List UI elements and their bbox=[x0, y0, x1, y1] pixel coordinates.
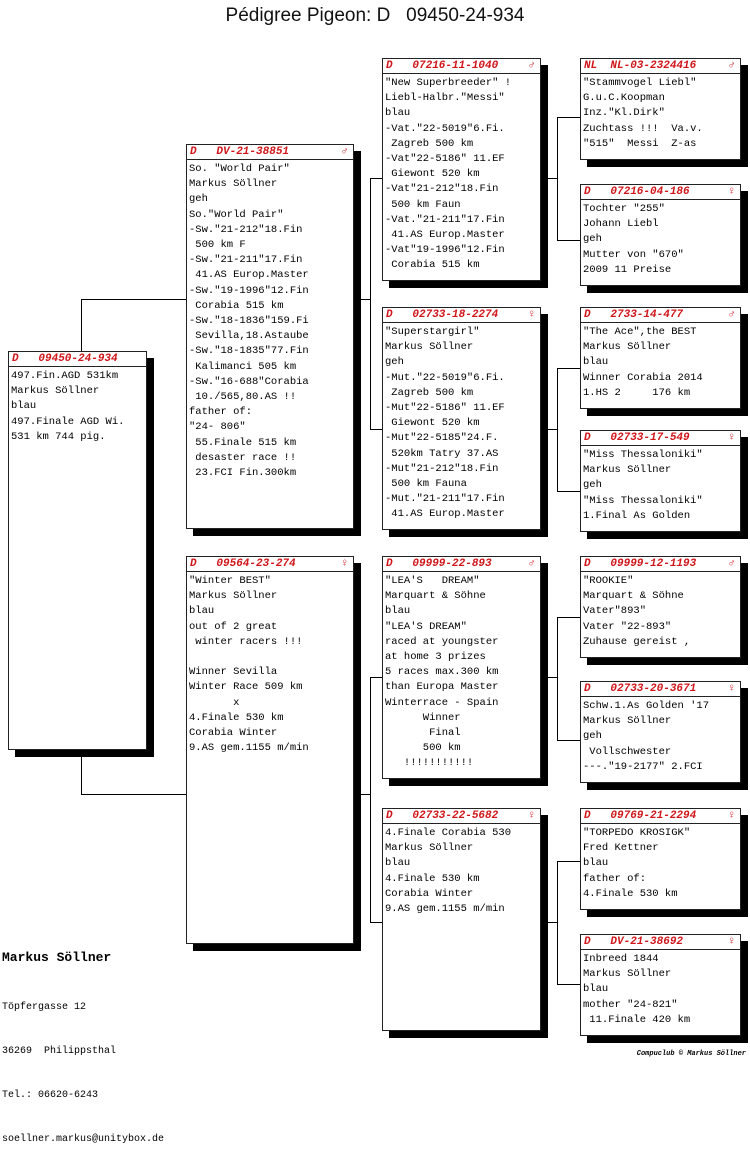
connector bbox=[557, 617, 558, 740]
pigeon-details: "Miss Thessaloniki" Markus Söllner geh "Miss Thessaloniki" 1.Final As Golden bbox=[583, 449, 703, 522]
ring-number bbox=[581, 185, 740, 200]
owner-email[interactable]: soellner.markus@unitybox.de bbox=[2, 1133, 165, 1145]
ring-number bbox=[581, 308, 740, 323]
sex-symbol: ♀ bbox=[728, 186, 735, 198]
connector bbox=[354, 794, 370, 795]
pigeon-details: 4.Finale Corabia 530 Markus Söllner blau 4.Finale 530 km Corabia Winter 9.AS gem.1155 m/min bbox=[385, 827, 512, 916]
pigeon-card-mmf bbox=[580, 808, 741, 910]
pigeon-card-ff bbox=[382, 58, 541, 281]
connector bbox=[81, 794, 187, 795]
sex-symbol: ♀ bbox=[528, 810, 535, 822]
connector bbox=[557, 117, 581, 118]
pigeon-card-fm bbox=[382, 307, 541, 530]
sex-symbol: ♂ bbox=[528, 558, 535, 570]
pigeon-details: "New Superbreeder" ! Liebl-Halbr."Messi" blau -Vat."22-5019"6.Fi. Zagreb 500 km -Vat"22-5186" 11.EF Giewont 520 km -Vat"21-212"18.Fin 500 km Faun -Vat."21-211"17.Fin 41.AS Europ.Master -Vat"19-1996"12.Fin Corabia 515 km bbox=[385, 77, 512, 272]
ring-number bbox=[383, 59, 540, 74]
pigeon-details: So. "World Pair" Markus Söllner geh So."World Pair" -Sw."21-212"18.Fin 500 km F -Sw."21-211"17.Fin 41.AS Europ.Master -Sw."19-1996"12.Fin Corabia 515 km -Sw."18-1836"159.Fi Sevilla,18.Astaube -Sw."18-1835"77.Fin Kalimanci 505 km -Sw."16-688"Corabia 10./565,80.AS !! father of: "24- 806" 55.Finale 515 km desaster race !! 23.FCI Fin.300km bbox=[189, 163, 309, 480]
connector bbox=[354, 299, 370, 300]
owner-city: 36269 Philippsthal bbox=[2, 1045, 117, 1057]
pigeon-details: "Winter BEST" Markus Söllner blau out of 2 great winter racers !!! Winner Sevilla Winter Race 509 km x 4.Finale 530 km Corabia Winter 9.AS gem.1155 m/min bbox=[189, 575, 309, 755]
pigeon-card-fmm bbox=[580, 430, 741, 532]
ring-label: D 07216-11-1040 bbox=[386, 60, 499, 72]
ring-number bbox=[383, 557, 540, 572]
sex-symbol: ♀ bbox=[728, 810, 735, 822]
pigeon-details: "Stammvogel Liebl" G.u.C.Koopman Inz."Kl.Dirk" Zuchtass !!! Va.v. "515" Messi Z-as bbox=[583, 77, 703, 150]
connector bbox=[557, 368, 558, 491]
connector bbox=[557, 861, 581, 862]
pigeon-card-fff bbox=[580, 58, 741, 160]
pigeon-card-mother bbox=[186, 556, 354, 944]
pigeon-details: Schw.1.As Golden '17 Markus Söllner geh Vollschwester ---."19-2177" 2.FCI bbox=[583, 700, 710, 773]
ring-label: D 09999-12-1193 bbox=[584, 558, 697, 570]
connector bbox=[557, 861, 558, 984]
ring-label: D 02733-22-5682 bbox=[386, 810, 499, 822]
sex-symbol: ♂ bbox=[728, 60, 735, 72]
ring-number bbox=[581, 935, 740, 950]
sex-symbol: ♂ bbox=[528, 60, 535, 72]
ring-label: D 09450-24-934 bbox=[12, 353, 118, 365]
connector bbox=[557, 491, 581, 492]
ring-number bbox=[581, 431, 740, 446]
ring-label: D 02733-18-2274 bbox=[386, 309, 499, 321]
sex-symbol: ♀ bbox=[728, 432, 735, 444]
pigeon-details: Inbreed 1844 Markus Söllner blau mother "24-821" 11.Finale 420 km bbox=[583, 953, 691, 1026]
copyright-footer: Compuclub © Markus Söllner bbox=[636, 1050, 746, 1058]
ring-label: D 02733-20-3671 bbox=[584, 683, 697, 695]
connector bbox=[541, 429, 557, 430]
connector bbox=[557, 617, 581, 618]
ring-number bbox=[581, 682, 740, 697]
connector bbox=[81, 299, 82, 351]
connector bbox=[370, 178, 371, 429]
ring-number bbox=[581, 59, 740, 74]
pigeon-card-fmf bbox=[580, 307, 741, 409]
ring-number bbox=[383, 308, 540, 323]
pigeon-details: "LEA'S DREAM" Marquart & Söhne blau "LEA'S DREAM" raced at youngster at home 3 prizes 5 races max.300 km than Europa Master Winterrace - Spain Winner Final 500 km !!!!!!!!!!! bbox=[385, 575, 499, 770]
connector bbox=[557, 984, 581, 985]
pigeon-card-mfm bbox=[580, 681, 741, 783]
connector bbox=[557, 740, 581, 741]
ring-label: D 2733-14-477 bbox=[584, 309, 684, 321]
connector bbox=[541, 922, 557, 923]
sex-symbol: ♂ bbox=[341, 146, 348, 158]
owner-street: Töpfergasse 12 bbox=[2, 1002, 87, 1014]
pigeon-details: Tochter "255" Johann Liebl geh Mutter von "670" 2009 11 Preise bbox=[583, 203, 684, 276]
owner-name: Markus Söllner bbox=[2, 950, 112, 965]
ring-label: D 09564-23-274 bbox=[190, 558, 296, 570]
pigeon-card-mm bbox=[382, 808, 541, 1031]
connector bbox=[557, 240, 581, 241]
owner-phone: Tel.: 06620-6243 bbox=[2, 1089, 99, 1101]
pigeon-card-mmm bbox=[580, 934, 741, 1036]
connector bbox=[557, 368, 581, 369]
pigeon-card-mff bbox=[580, 556, 741, 658]
page-title: Pédigree Pigeon: D 09450-24-934 bbox=[225, 5, 525, 26]
pigeon-details: "Superstargirl" Markus Söllner geh -Mut."22-5019"6.Fi. Zagreb 500 km -Mut"22-5186" 11.EF Giewont 520 km -Mut"22-5185"24.F. 520km Tatry 37.AS -Mut"21-212"18.Fin 500 km Fauna -Mut."21-211"17.Fin 41.AS Europ.Master bbox=[385, 326, 505, 521]
connector bbox=[81, 750, 82, 794]
sex-symbol: ♂ bbox=[728, 309, 735, 321]
ring-label: NL NL-03-2324416 bbox=[584, 60, 697, 72]
ring-number bbox=[9, 352, 146, 367]
ring-number bbox=[581, 557, 740, 572]
sex-symbol: ♂ bbox=[728, 558, 735, 570]
sex-symbol: ♀ bbox=[728, 683, 735, 695]
ring-label: D 02733-17-549 bbox=[584, 432, 690, 444]
pigeon-details: "The Ace",the BEST Markus Söllner blau Winner Corabia 2014 1.HS 2 176 km bbox=[583, 326, 703, 399]
connector bbox=[541, 677, 557, 678]
pigeon-card-ffm bbox=[580, 184, 741, 286]
owner-address bbox=[2, 972, 164, 1162]
sex-symbol: ♀ bbox=[341, 558, 348, 570]
ring-label: D 07216-04-186 bbox=[584, 186, 690, 198]
ring-label: D 09999-22-893 bbox=[386, 558, 492, 570]
pigeon-card-mf bbox=[382, 556, 541, 779]
connector bbox=[557, 117, 558, 240]
sex-symbol: ♀ bbox=[728, 936, 735, 948]
sex-symbol: ♀ bbox=[528, 309, 535, 321]
ring-label: D 09769-21-2294 bbox=[584, 810, 697, 822]
ring-number bbox=[383, 809, 540, 824]
connector bbox=[541, 178, 557, 179]
ring-number bbox=[187, 145, 353, 160]
connector bbox=[81, 299, 187, 300]
ring-label: D DV-21-38851 bbox=[190, 146, 290, 158]
pigeon-details: "TORPEDO KROSIGK" Fred Kettner blau father of: 4.Finale 530 km bbox=[583, 827, 691, 900]
pigeon-card-subject bbox=[8, 351, 147, 750]
pigeon-details: 497.Fin.AGD 531km Markus Söllner blau 497.Finale AGD Wi. 531 km 744 pig. bbox=[11, 370, 125, 443]
ring-number bbox=[581, 809, 740, 824]
ring-label: D DV-21-38692 bbox=[584, 936, 684, 948]
pigeon-details: "ROOKIE" Marquart & Söhne Vater"893" Vater "22-893" Zuhause gereist , bbox=[583, 575, 691, 648]
pigeon-card-father bbox=[186, 144, 354, 529]
connector bbox=[370, 677, 371, 922]
ring-number bbox=[187, 557, 353, 572]
